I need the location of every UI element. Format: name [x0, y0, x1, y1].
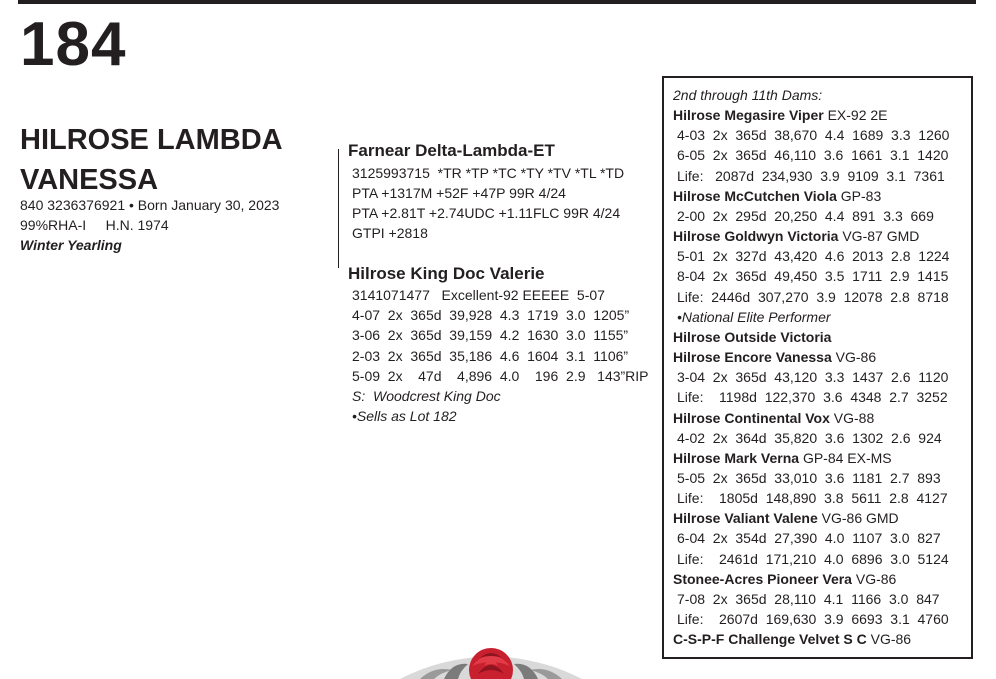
ancestor-dam-note: •National Elite Performer — [677, 308, 831, 325]
ancestor-dam-name: Hilrose Continental Vox — [673, 409, 830, 426]
ancestor-dam-name: Hilrose Encore Vanessa — [673, 349, 832, 366]
dam-name: Hilrose King Doc Valerie — [348, 264, 545, 283]
dam-details — [352, 285, 649, 426]
ancestor-dam — [673, 448, 971, 468]
ancestor-dam-record: Life: 2087d 234,930 3.9 9109 3.1 7361 — [677, 167, 945, 184]
ancestor-dam — [673, 186, 971, 206]
ancestor-dam — [673, 327, 971, 347]
lot-number: 184 — [20, 10, 127, 79]
ancestor-dam-name: Stonee-Acres Pioneer Vera — [673, 570, 852, 587]
sire-details — [352, 163, 624, 243]
rose-logo — [400, 636, 582, 679]
ancestor-dam — [673, 226, 971, 246]
ancestor-dam-record: 5-05 2x 365d 33,010 3.6 1181 2.7 893 — [677, 469, 941, 486]
ancestor-dam — [673, 408, 971, 428]
ancestor-dam-score: EX-92 2E — [827, 107, 888, 124]
animal-info — [20, 195, 279, 255]
ancestor-dam-record: 4-02 2x 364d 35,820 3.6 1302 2.6 924 — [677, 429, 942, 446]
animal-class: Winter Yearling — [20, 237, 122, 253]
ancestor-dam-record: 2-00 2x 295d 20,250 4.4 891 3.3 669 — [677, 207, 934, 224]
ancestor-dam-score: VG-86 — [835, 349, 877, 366]
ancestor-dam — [673, 105, 971, 125]
ancestor-dam-record: 3-04 2x 365d 43,120 3.3 1437 2.6 1120 — [677, 369, 949, 386]
sire-name: Farnear Delta-Lambda-ET — [348, 141, 555, 160]
dams-list — [673, 105, 971, 649]
ancestor-dam-name: Hilrose Megasire Viper — [673, 107, 824, 124]
ancestor-dam-score: VG-87 GMD — [842, 228, 920, 245]
ancestor-dam-record: Life: 1805d 148,890 3.8 5611 2.8 4127 — [677, 490, 948, 507]
ancestor-dam-record: Life: 2461d 171,210 4.0 6896 3.0 5124 — [677, 550, 949, 567]
sire-line: PTA +2.81T +2.74UDC +1.11FLC 99R 4/24 — [352, 205, 621, 221]
dam-record: 4-07 2x 365d 39,928 4.3 1719 3.0 1205” — [352, 307, 630, 324]
ancestor-dam — [673, 629, 971, 649]
sire-line: PTA +1317M +52F +47P 99R 4/24 — [352, 185, 566, 201]
ancestor-dam-score: VG-86 GMD — [821, 510, 899, 527]
ancestor-dam-score: GP-83 — [840, 187, 882, 204]
animal-id-line: 840 3236376921 • Born January 30, 2023 — [20, 197, 280, 213]
ancestor-dam-record: Life: 2446d 307,270 3.9 12078 2.8 8718 — [677, 288, 949, 305]
ancestor-dam-name: C-S-P-F Challenge Velvet S C — [673, 631, 867, 648]
ancestor-dam-name: Hilrose McCutchen Viola — [673, 187, 837, 204]
pedigree-bracket — [338, 149, 339, 268]
dam-sells-note: •Sells as Lot 182 — [352, 408, 457, 425]
ancestor-dam-name: Hilrose Outside Victoria — [673, 328, 832, 345]
sire-line: GTPI +2818 — [352, 225, 428, 241]
ancestor-dam — [673, 347, 971, 367]
dams-box — [662, 76, 973, 659]
ancestor-dam-record: 8-04 2x 365d 49,450 3.5 1711 2.9 1415 — [677, 268, 949, 285]
ancestor-dam-name: Hilrose Goldwyn Victoria — [673, 228, 839, 245]
ancestor-dam-record: 4-03 2x 365d 38,670 4.4 1689 3.3 1260 — [677, 127, 950, 144]
ancestor-dam — [673, 569, 971, 589]
ancestor-dam-score: GP-84 EX-MS — [802, 449, 892, 466]
dams-box-header: 2nd through 11th Dams: — [673, 87, 823, 103]
ancestor-dam-name: Hilrose Mark Verna — [673, 449, 800, 466]
ancestor-dam-record: Life: 2607d 169,630 3.9 6693 3.1 4760 — [677, 611, 949, 628]
ancestor-dam-score: VG-86 — [855, 570, 897, 587]
sire-line: 3125993715 *TR *TP *TC *TY *TV *TL *TD — [352, 165, 625, 181]
dam-record: 3-06 2x 365d 39,159 4.2 1630 3.0 1155” — [352, 327, 629, 344]
ancestor-dam-record: 7-08 2x 365d 28,110 4.1 1166 3.0 847 — [677, 590, 940, 607]
ancestor-dam-score: VG-88 — [833, 409, 875, 426]
animal-breed-line: 99%RHA-I H.N. 1974 — [20, 217, 169, 233]
ancestor-dam — [673, 508, 971, 528]
ancestor-dam-record: Life: 1198d 122,370 3.6 4348 2.7 3252 — [677, 389, 948, 406]
ancestor-dam-record: 6-05 2x 365d 46,110 3.6 1661 3.1 1420 — [677, 147, 949, 164]
ancestor-dam-score: VG-86 — [870, 631, 912, 648]
top-rule — [18, 0, 976, 4]
dam-line: 3141071477 Excellent-92 EEEEE 5-07 — [352, 287, 605, 303]
dam-sire-note: S: Woodcrest King Doc — [352, 388, 501, 405]
dam-record: 2-03 2x 365d 35,186 4.6 1604 3.1 1106” — [352, 347, 629, 364]
ancestor-dam-name: Hilrose Valiant Valene — [673, 510, 818, 527]
dam-record: 5-09 2x 47d 4,896 4.0 196 2.9 143”RIP — [352, 367, 649, 384]
ancestor-dam-record: 6-04 2x 354d 27,390 4.0 1107 3.0 827 — [677, 530, 941, 547]
ancestor-dam-record: 5-01 2x 327d 43,420 4.6 2013 2.8 1224 — [677, 248, 950, 265]
animal-name: HILROSE LAMBDA VANESSA — [20, 124, 282, 196]
